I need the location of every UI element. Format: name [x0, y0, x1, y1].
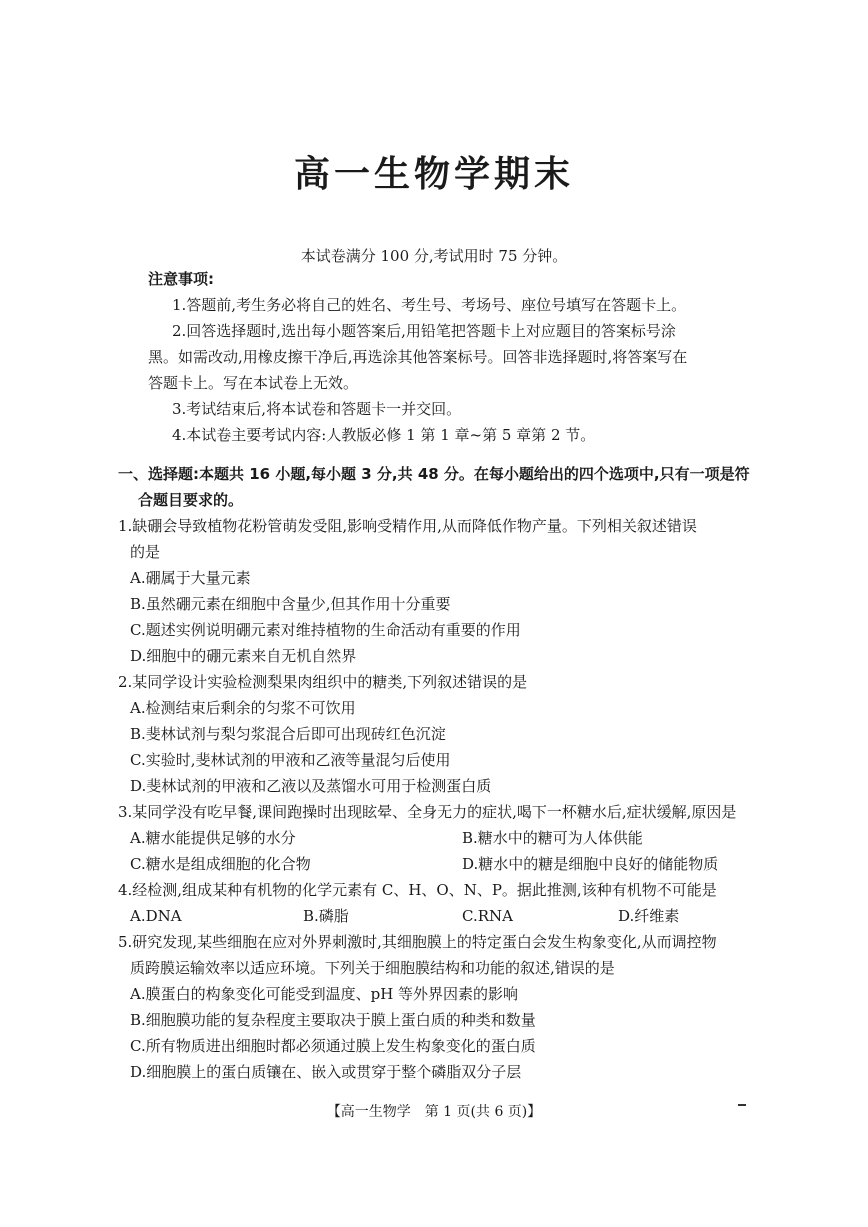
question-5-option-c: C.所有物质进出细胞时都必须通过膜上发生构象变化的蛋白质 — [130, 1037, 536, 1055]
question-1-stem-continued: 的是 — [130, 543, 161, 561]
notice-item-2: 2.回答选择题时,选出每小题答案后,用铅笔把答题卡上对应题目的答案标号涂 — [172, 322, 676, 340]
question-3-stem: 3.某同学没有吃早餐,课间跑操时出现眩晕、全身无力的症状,喝下一杯糖水后,症状缓解,原因是 — [118, 803, 737, 821]
question-5-option-a: A.膜蛋白的构象变化可能受到温度、pH 等外界因素的影响 — [130, 985, 519, 1003]
question-5-option-d: D.细胞膜上的蛋白质镶在、嵌入或贯穿于整个磷脂双分子层 — [130, 1063, 522, 1081]
notice-item-1: 1.答题前,考生务必将自己的姓名、考生号、考场号、座位号填写在答题卡上。 — [172, 296, 687, 314]
notice-item-3: 3.考试结束后,将本试卷和答题卡一并交回。 — [172, 400, 462, 418]
question-5-option-b: B.细胞膜功能的复杂程度主要取决于膜上蛋白质的种类和数量 — [130, 1011, 536, 1029]
question-1-option-b: B.虽然硼元素在细胞中含量少,但其作用十分重要 — [130, 595, 451, 613]
page-footer: 【高一生物学 第 1 页(共 6 页)】 — [326, 1104, 542, 1120]
question-1-option-d: D.细胞中的硼元素来自无机自然界 — [130, 647, 357, 665]
question-3-option-b: B.糖水中的糖可为人体供能 — [462, 829, 643, 847]
section-heading-continued: 合题目要求的。 — [138, 491, 244, 509]
question-1-option-a: A.硼属于大量元素 — [130, 569, 251, 587]
notice-item-2-continued: 黑。如需改动,用橡皮擦干净后,再选涂其他答案标号。回答非选择题时,将答案写在 — [148, 348, 688, 366]
question-3-option-c: C.糖水是组成细胞的化合物 — [130, 855, 311, 873]
question-5-stem-continued: 质跨膜运输效率以适应环境。下列关于细胞膜结构和功能的叙述,错误的是 — [130, 959, 615, 977]
question-5-stem: 5.研究发现,某些细胞在应对外界刺激时,其细胞膜上的特定蛋白会发生构象变化,从而调控物 — [118, 933, 717, 951]
question-3-option-a: A.糖水能提供足够的水分 — [130, 829, 296, 847]
page-title: 高一生物学期末 — [293, 154, 574, 195]
question-1-option-c: C.题述实例说明硼元素对维持植物的生命活动有重要的作用 — [130, 621, 521, 639]
question-4-option-c: C.RNA — [462, 907, 513, 925]
corner-mark — [738, 1104, 746, 1106]
question-4-option-a: A.DNA — [130, 907, 182, 925]
exam-info: 本试卷满分 100 分,考试用时 75 分钟。 — [300, 247, 568, 265]
question-3-option-d: D.糖水中的糖是细胞中良好的储能物质 — [462, 855, 719, 873]
question-2-option-d: D.斐林试剂的甲液和乙液以及蒸馏水可用于检测蛋白质 — [130, 777, 492, 795]
section-heading: 一、选择题:本题共 16 小题,每小题 3 分,共 48 分。在每小题给出的四个选项中,只有一项是符 — [118, 465, 750, 483]
question-2-option-c: C.实验时,斐林试剂的甲液和乙液等量混匀后使用 — [130, 751, 451, 769]
question-4-option-b: B.磷脂 — [303, 907, 349, 925]
notice-item-4: 4.本试卷主要考试内容:人教版必修 1 第 1 章~第 5 章第 2 节。 — [172, 426, 596, 444]
question-2-option-b: B.斐林试剂与梨匀浆混合后即可出现砖红色沉淀 — [130, 725, 446, 743]
question-4-stem: 4.经检测,组成某种有机物的化学元素有 C、H、O、N、P。据此推测,该种有机物不可能是 — [118, 881, 717, 899]
question-4-option-d: D.纤维素 — [618, 907, 680, 925]
question-2-option-a: A.检测结束后剩余的匀浆不可饮用 — [130, 699, 356, 717]
notice-item-2-end: 答题卡上。写在本试卷上无效。 — [148, 374, 359, 392]
question-1-stem: 1.缺硼会导致植物花粉管萌发受阻,影响受精作用,从而降低作物产量。下列相关叙述错误 — [118, 517, 697, 535]
question-2-stem: 2.某同学设计实验检测梨果肉组织中的糖类,下列叙述错误的是 — [118, 673, 528, 691]
notice-heading: 注意事项: — [148, 270, 214, 288]
